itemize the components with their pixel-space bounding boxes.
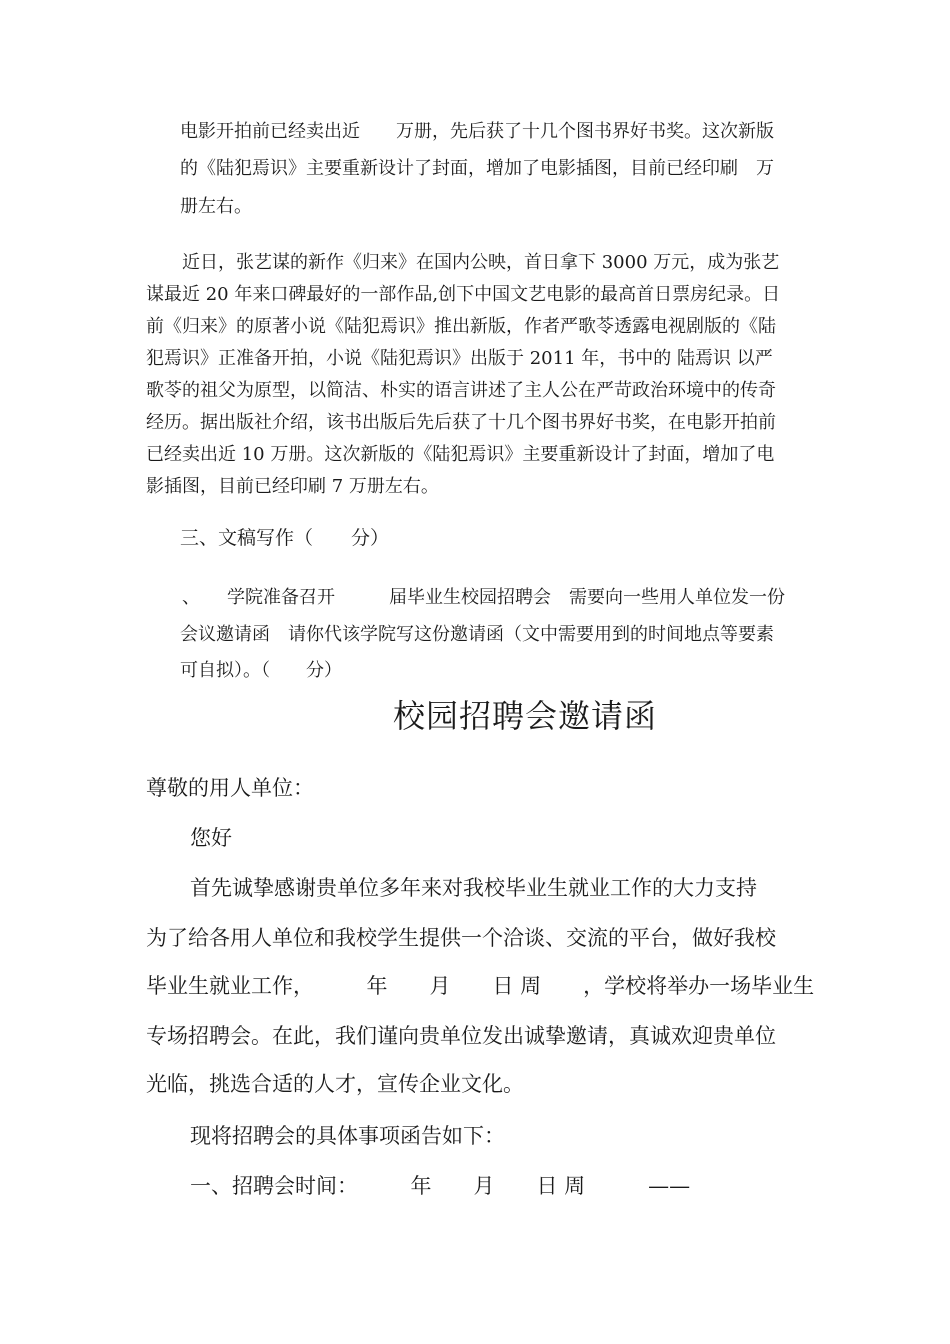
letter-title: 校园招聘会邀请函 [393,697,658,735]
article-line: 近日，张艺谋的新作《归来》在国内公映，首日拿下 3000 万元，成为张艺 [182,252,780,273]
task-line: 会议邀请函 请你代该学院写这份邀请函（文中需要用到的时间地点等要素 [180,624,774,645]
letter-body-line: 首先诚挚感谢贵单位多年来对我校毕业生就业工作的大力支持 [190,876,757,900]
excerpt-line: 册左右。 [180,196,252,217]
letter-intro: 现将招聘会的具体事项函告如下： [190,1124,505,1148]
excerpt-line: 的《陆犯焉识》主要重新设计了封面，增加了电影插图，目前已经印刷 万 [180,158,774,179]
letter-body-line: 毕业生就业工作， 年 月 日 周 ，学校将举办一场毕业生 [146,974,815,998]
section-heading: 三、文稿写作（ 分） [180,527,390,549]
article-line: 歌苓的祖父为原型，以简洁、朴实的语言讲述了主人公在严苛政治环境中的传奇 [146,380,776,401]
excerpt-line: 电影开拍前已经卖出近 万册，先后获了十几个图书界好书奖。这次新版 [180,121,774,142]
article-line: 犯焉识》正准备开拍，小说《陆犯焉识》出版于 2011 年，书中的 陆焉识 以严 [146,348,773,369]
letter-greeting: 您好 [190,826,232,850]
article-line: 经历。据出版社介绍，该书出版后先后获了十几个图书界好书奖，在电影开拍前 [146,412,776,433]
article-line: 前《归来》的原著小说《陆犯焉识》推出新版，作者严歌苓透露电视剧版的《陆 [146,316,776,337]
letter-item-time: 一、招聘会时间： 年 月 日 周 —— [190,1174,691,1198]
task-line: 、 学院准备召开 届毕业生校园招聘会 需要向一些用人单位发一份 [182,587,785,608]
task-line: 可自拟）。（ 分） [180,660,342,681]
article-line: 已经卖出近 10 万册。这次新版的《陆犯焉识》主要重新设计了封面，增加了电 [146,444,775,465]
article-line: 影插图，目前已经印刷 7 万册左右。 [146,476,439,497]
article-line: 谋最近 20 年来口碑最好的一部作品,创下中国文艺电影的最高首日票房纪录。日 [146,284,781,305]
letter-salutation: 尊敬的用人单位： [146,776,314,800]
letter-body-line: 专场招聘会。在此，我们谨向贵单位发出诚挚邀请，真诚欢迎贵单位 [146,1024,776,1048]
letter-body-line: 为了给各用人单位和我校学生提供一个洽谈、交流的平台，做好我校 [146,926,776,950]
letter-body-line: 光临，挑选合适的人才，宣传企业文化。 [146,1072,524,1096]
